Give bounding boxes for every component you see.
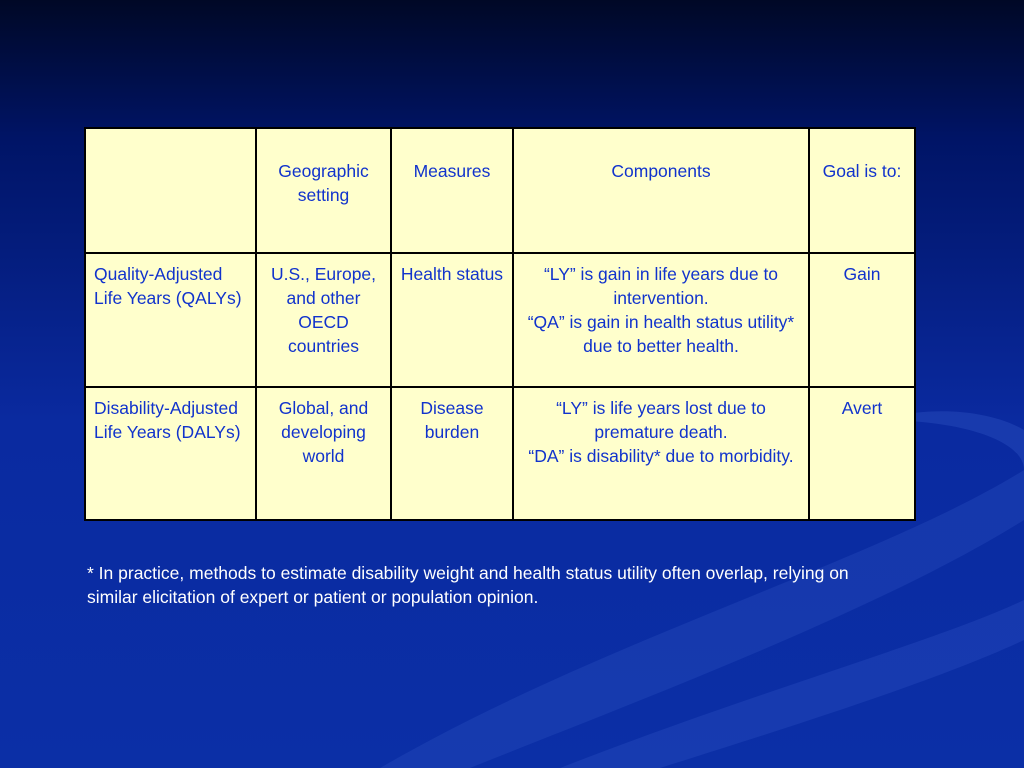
component-line: “QA” is gain in health status utility* due to better health.	[527, 312, 795, 356]
components-cell	[513, 387, 809, 520]
header-cell-components: Components	[513, 128, 809, 253]
measures-cell: Disease burden	[391, 387, 513, 520]
goal-cell: Avert	[809, 387, 915, 520]
table-row-dalys	[85, 387, 915, 520]
header-cell-geographic-setting: Geographic setting	[256, 128, 391, 253]
comparison-table	[84, 127, 916, 521]
header-cell-empty	[85, 128, 256, 253]
header-cell-goal: Goal is to:	[809, 128, 915, 253]
table-row-qalys	[85, 253, 915, 387]
components-cell	[513, 253, 809, 387]
header-cell-measures: Measures	[391, 128, 513, 253]
table-header-row	[85, 128, 915, 253]
footnote: * In practice, methods to estimate disability weight and health status utility often overlap, relying on similar elicitation of expert or patient or population opinion.	[87, 563, 849, 607]
measures-cell: Health status	[391, 253, 513, 387]
component-line: “LY” is gain in life years due to intervention.	[543, 264, 779, 308]
geographic-setting-cell: U.S., Europe, and other OECD countries	[256, 253, 391, 387]
goal-cell: Gain	[809, 253, 915, 387]
geographic-setting-cell: Global, and developing world	[256, 387, 391, 520]
metric-cell: Quality-Adjusted Life Years (QALYs)	[85, 253, 256, 387]
metric-cell: Disability-Adjusted Life Years (DALYs)	[85, 387, 256, 520]
component-line: “LY” is life years lost due to premature death.	[556, 398, 766, 442]
component-line: “DA” is disability* due to morbidity.	[528, 446, 794, 466]
